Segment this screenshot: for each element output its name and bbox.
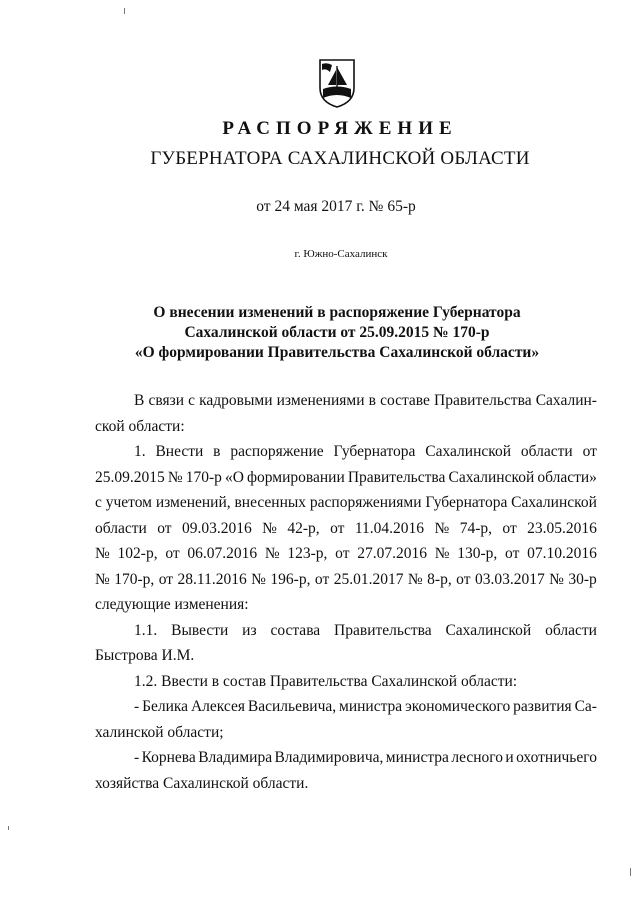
body-word: связи — [148, 392, 184, 409]
body-word: экономического — [405, 698, 511, 715]
body-line — [95, 592, 597, 618]
body-line — [95, 669, 597, 695]
body-word: 30-р — [568, 570, 597, 588]
body-word: 130-р, — [457, 545, 498, 562]
document-body — [95, 388, 597, 796]
body-line — [95, 618, 597, 644]
body-word: с — [188, 392, 195, 409]
body-word: от — [314, 570, 330, 588]
body-line — [95, 771, 597, 797]
body-word: с — [95, 494, 102, 511]
scan-mark — [124, 8, 125, 14]
body-word: № — [434, 545, 450, 562]
body-word: 25.01.2017 — [333, 570, 404, 588]
body-word: от — [335, 545, 350, 562]
body-word: 102-р, — [117, 545, 158, 562]
body-word: области — [545, 621, 597, 639]
body-word: 42-р, — [287, 519, 320, 537]
issuer-heading: ГУБЕРНАТОРА САХАЛИНСКОЙ ОБЛАСТИ — [150, 148, 530, 169]
body-word: 27.07.2016 — [357, 545, 427, 562]
body-word: № — [549, 570, 564, 588]
body-word: от — [157, 519, 172, 537]
body-word: Владимира — [198, 749, 273, 766]
body-word: Вывести — [171, 621, 229, 639]
body-word: Са- — [574, 698, 597, 715]
body-word: министра — [385, 749, 449, 766]
document-type-heading: РАСПОРЯЖЕНИЕ — [222, 118, 458, 139]
body-word: № — [95, 570, 110, 588]
body-word: следующие изменения: — [95, 596, 249, 613]
title-line: Сахалинской области от 25.09.2015 № 170-р — [184, 324, 490, 341]
body-word: формировании — [246, 468, 345, 486]
body-word: 06.07.2016 — [187, 545, 258, 562]
body-word: 09.03.2016 — [182, 519, 252, 537]
body-word: в — [213, 443, 221, 460]
title-line: О внесении изменений в распоряжение Губернатора — [153, 304, 521, 321]
body-word: Белика — [142, 698, 189, 715]
document-date: от 24 мая 2017 г. № 65-р — [256, 198, 416, 215]
body-word: от — [502, 519, 517, 537]
body-word: Сахалинской — [425, 443, 512, 460]
title-line: «О формировании Правительства Сахалинской области» — [134, 344, 540, 361]
body-word: 07.10.2016 — [527, 545, 597, 562]
body-word: 123-р, — [287, 545, 328, 562]
body-word: Владимировича, — [274, 749, 384, 766]
body-line — [95, 567, 597, 593]
body-word: Правительства — [434, 392, 532, 409]
body-word: Быстрова И.М. — [95, 647, 195, 664]
body-word: хозяйства Сахалинской области. — [95, 774, 309, 792]
body-word: № — [251, 570, 266, 588]
document-title — [0, 303, 640, 363]
body-word: внесенных — [234, 494, 307, 511]
body-line — [95, 720, 597, 746]
body-word: от — [456, 570, 471, 588]
body-word: из — [242, 621, 257, 639]
body-word: Алексея — [190, 698, 245, 715]
body-line — [95, 490, 597, 516]
body-word: распоряжениями — [309, 494, 422, 511]
body-word: изменениями — [276, 392, 365, 409]
body-word: 11.04.2016 — [354, 519, 425, 537]
body-word: Губернатора — [333, 443, 416, 460]
body-line — [95, 541, 597, 567]
body-word: развития — [513, 698, 572, 715]
body-word: и — [505, 749, 514, 766]
body-line — [95, 694, 597, 720]
scan-mark — [630, 868, 631, 876]
body-word: Губернатора — [425, 494, 508, 511]
body-word: области» — [537, 468, 597, 486]
body-word: Сахалин- — [535, 392, 597, 409]
body-word: от — [158, 570, 174, 588]
body-line — [95, 516, 597, 542]
body-word: от — [582, 443, 597, 460]
document-city: г. Южно-Сахалинск — [294, 248, 388, 260]
body-word: области — [95, 519, 147, 537]
body-word: от — [165, 545, 180, 562]
body-word: № — [95, 545, 110, 562]
body-word: халинской области; — [95, 723, 224, 741]
body-word: 1.2. Ввести в состав Правительства Сахалинской области: — [134, 672, 518, 690]
body-word: 170-р, — [114, 570, 155, 588]
body-word: № — [167, 468, 183, 486]
body-word: Правительства — [334, 621, 432, 639]
body-line — [95, 439, 597, 465]
body-word: 8-р, — [427, 570, 452, 588]
body-word: учетом — [105, 494, 152, 511]
body-word: министра — [339, 698, 403, 715]
body-word: Внести — [155, 443, 204, 460]
body-line — [95, 745, 597, 771]
body-word: В — [134, 392, 145, 409]
body-word: - — [134, 698, 140, 715]
body-word: распоряжение — [230, 443, 324, 460]
body-word: состава — [270, 621, 321, 639]
body-word: 1.1. — [134, 621, 158, 639]
body-word: - — [134, 749, 140, 766]
body-line — [95, 465, 597, 491]
body-word: 170-р — [185, 468, 222, 486]
body-word: Сахалинской — [445, 621, 532, 639]
body-word: 28.11.2016 — [177, 570, 247, 588]
body-word: Васильевича, — [247, 698, 337, 715]
body-word: лесного — [451, 749, 503, 766]
body-word: 23.05.2016 — [527, 519, 597, 537]
body-word: Сахалинской — [511, 494, 597, 511]
body-word: в — [368, 392, 376, 409]
coat-of-arms-icon — [318, 58, 356, 108]
body-line — [95, 388, 597, 414]
body-word: области — [520, 443, 573, 460]
body-word: № — [434, 519, 450, 537]
scan-mark — [8, 826, 9, 830]
body-word: изменений, — [155, 494, 231, 511]
body-word: 03.03.2017 — [474, 570, 545, 588]
body-word: № — [262, 519, 277, 537]
body-word: Корнева — [141, 749, 196, 766]
body-word: Правительства — [347, 468, 446, 486]
body-word: 74-р, — [459, 519, 492, 537]
body-word: «О — [224, 468, 244, 486]
body-line — [95, 414, 597, 440]
body-word: № — [264, 545, 280, 562]
body-word: охотничьего — [516, 749, 597, 766]
body-word: Сахалинской — [448, 468, 535, 486]
body-word: составе — [380, 392, 430, 409]
body-line — [95, 643, 597, 669]
body-word: кадровыми — [199, 392, 273, 409]
body-word: 25.09.2015 — [95, 468, 165, 486]
body-word: 196-р, — [270, 570, 311, 588]
body-word: от — [505, 545, 520, 562]
body-word: № — [407, 570, 423, 588]
body-word: 1. — [134, 443, 146, 460]
body-word: ской области: — [95, 417, 185, 435]
body-word: от — [330, 519, 345, 537]
